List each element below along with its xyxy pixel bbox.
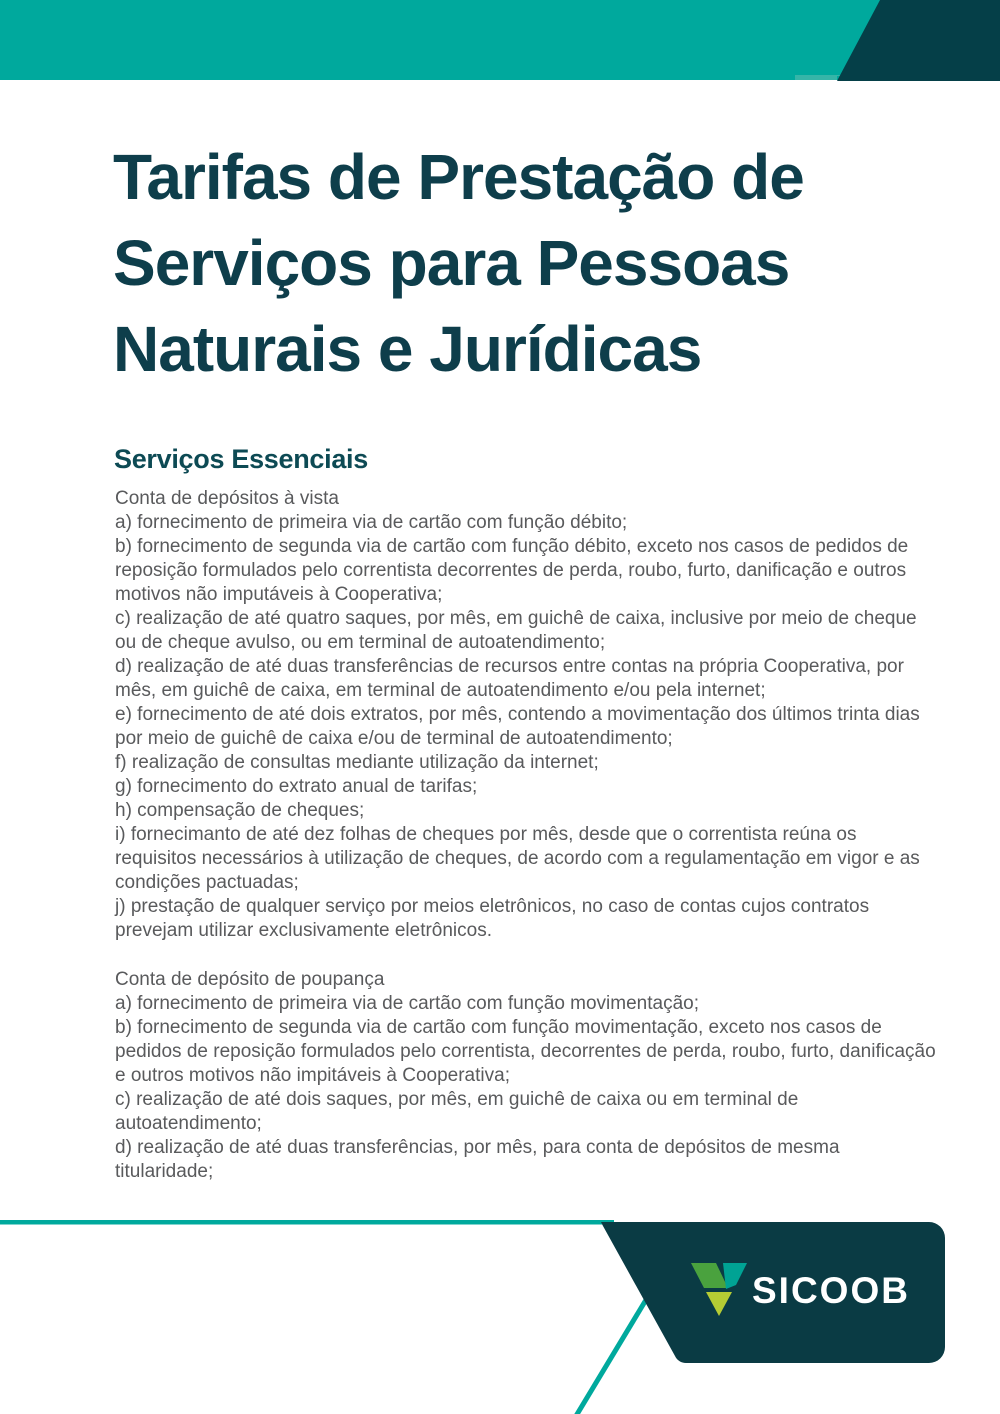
- footer-brand-area: [0, 1180, 1000, 1414]
- document-body: [115, 487, 937, 1184]
- list-item: d) realização de até duas transferências, por mês, para conta de depósitos de mesma titularidade;: [115, 1137, 840, 1182]
- list-item: b) fornecimento de segunda via de cartão com função movimentação, exceto nos casos de pedidos de reposição formulados pelo correntista, decorrentes de perda, roubo, furto, danificação e outros motivos não impitáveis à Cooperativa;: [115, 1017, 936, 1086]
- section-conta-depositos-vista: [115, 487, 937, 943]
- list-item: a) fornecimento de primeira via de cartão com função débito;: [115, 512, 628, 533]
- list-item: i) fornecimanto de até dez folhas de cheques por mês, desde que o correntista reúna os requisitos necessários à utilização de cheques, de acordo com a regulamentação em vigor e as condições pactuadas;: [115, 824, 920, 893]
- list-item: j) prestação de qualquer serviço por meios eletrônicos, no caso de contas cujos contratos prevejam utilizar exclusivamente eletrônicos.: [115, 896, 870, 941]
- list-item: c) realização de até quatro saques, por mês, em guichê de caixa, inclusive por meio de cheque ou de cheque avulso, ou em terminal de autoatendimento;: [115, 608, 917, 653]
- list-item: f) realização de consultas mediante utilização da internet;: [115, 752, 599, 773]
- section-heading: Serviços Essenciais: [114, 444, 368, 474]
- list-item: h) compensação de cheques;: [115, 800, 365, 821]
- sub-heading: Conta de depósito de poupança: [115, 969, 385, 990]
- list-item: d) realização de até duas transferências de recursos entre contas na própria Cooperativa, por mês, em guichê de caixa, em terminal de autoatendimento e/ou pela internet;: [115, 656, 904, 701]
- list-item: b) fornecimento de segunda via de cartão com função débito, exceto nos casos de pedidos de reposição formulados pelo correntista decorrentes de perda, roubo, furto, danificação e outros motivos não imputáveis à Cooperativa;: [115, 536, 909, 605]
- section-conta-poupanca: [115, 968, 937, 1184]
- list-item: g) fornecimento do extrato anual de tarifas;: [115, 776, 478, 797]
- list-item: a) fornecimento de primeira via de cartão com função movimentação;: [115, 993, 699, 1014]
- list-item: c) realização de até dois saques, por mês, em guichê de caixa ou em terminal de autoatendimento;: [115, 1089, 799, 1134]
- sub-heading: Conta de depósitos à vista: [115, 488, 339, 509]
- page-title: Tarifas de Prestação de Serviços para Pessoas Naturais e Jurídicas: [113, 141, 804, 385]
- sicoob-wordmark: SICOOB: [752, 1270, 910, 1311]
- list-item: e) fornecimento de até dois extratos, por mês, contendo a movimentação dos últimos trinta dias por meio de guichê de caixa e/ou de terminal de autoatendimento;: [115, 704, 920, 749]
- footer-teal-line: [0, 1220, 614, 1225]
- top-banner: [0, 0, 1000, 81]
